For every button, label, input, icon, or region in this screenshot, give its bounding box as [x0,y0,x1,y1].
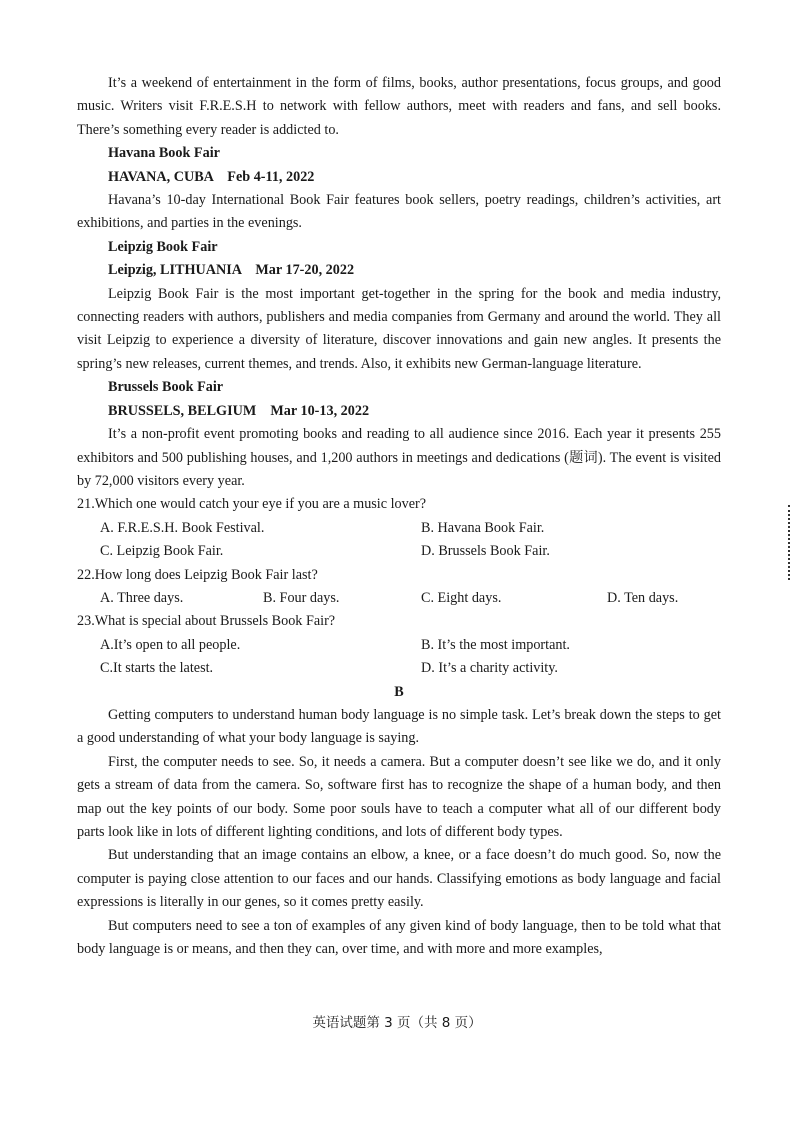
option-c: C. Leipzig Book Fair. [100,543,224,560]
option-a: A. F.R.E.S.H. Book Festival. [100,519,265,536]
fair-place-date: HAVANA, CUBA Feb 4-11, 2022 [108,168,315,185]
options-row [77,540,721,563]
binding-margin-mark [788,505,792,580]
option-a: A. Three days. [100,589,184,606]
passage-paragraph: But understanding that an image contains an elbow, a knee, or a face doesn’t do much good. So, now the computer is paying close attention to our faces and our hands. Classifying emotions as body language and facial expressions is literally in our genes, so it comes pretty easily. [77,847,721,911]
fair-description: Havana’s 10-day International Book Fair features book sellers, poetry readings, children’s activities, art exhibitions, and parties in the evenings. [77,192,721,232]
option-c: C. Eight days. [421,589,502,606]
exam-page [77,72,721,961]
options-row [77,587,721,610]
fair-description: Leipzig Book Fair is the most important get-together in the spring for the book and media industry, connecting readers with authors, publishers and media companies from Germany and around the world. They all visit Leipzig to experience a diversity of literature, discover innovations and gain new angles. It presents the spring’s new releases, current themes, and trends. Also, it exhibits new German-language literature. [77,285,721,372]
question-stem: 21.Which one would catch your eye if you are a music lover? [77,496,427,513]
option-b: B. It’s the most important. [421,636,570,653]
fair-brussels [77,376,721,493]
fair-place-date: BRUSSELS, BELGIUM Mar 10-13, 2022 [108,402,370,419]
question-stem: 22.How long does Leipzig Book Fair last? [77,566,318,583]
fair-name: Brussels Book Fair [108,379,224,396]
fair-havana [77,142,721,236]
fair-name: Havana Book Fair [108,145,220,162]
section-b-label: B [394,683,404,700]
fair-description: It’s a non-profit event promoting books and reading to all audience since 2016. Each year it presents 255 exhibitors and 500 publishing houses, and 1,200 authors in meetings and dedications (题词). The event is visited by 72,000 visitors every year. [77,426,721,489]
option-d: D. Brussels Book Fair. [421,543,550,560]
option-a: A.It’s open to all people. [100,636,241,653]
fair-place-date: Leipzig, LITHUANIA Mar 17-20, 2022 [108,262,355,279]
passage-paragraph: Getting computers to understand human body language is no simple task. Let’s break down the steps to get a good understanding of what your body language is saying. [77,706,721,747]
options-row [77,657,721,680]
option-d: D. It’s a charity activity. [421,660,558,677]
question-23 [77,610,721,680]
passage-paragraph: First, the computer needs to see. So, it needs a camera. But a computer doesn’t see like we do, and it only gets a stream of data from the camera. So, software first has to recognize the shape of a human body, and then map out the key points of our body. Some poor souls have to teach a computer what all of our different body parts look like in lots of different lighting conditions, and lots of different body types. [77,753,721,840]
fair-name: Leipzig Book Fair [108,238,218,255]
question-stem: 23.What is special about Brussels Book Fair? [77,613,336,630]
option-c: C.It starts the latest. [100,660,214,677]
intro-paragraph: It’s a weekend of entertainment in the form of films, books, author presentations, focus groups, and good music. Writers visit F.R.E.S.H to network with fellow authors, meet with readers and fans, and sell books. There’s something every reader is addicted to. [77,75,721,138]
option-b: B. Four days. [263,589,340,606]
option-d: D. Ten days. [607,589,679,606]
question-22 [77,564,721,611]
option-b: B. Havana Book Fair. [421,519,545,536]
fair-leipzig [77,236,721,376]
options-row [77,517,721,540]
question-21 [77,493,721,563]
page-footer: 英语试题第 3 页（共 8 页） [312,1015,482,1031]
options-row [77,634,721,657]
passage-paragraph: But computers need to see a ton of examples of any given kind of body language, then to be told what that body language is or means, and then they can, over time, and with more and more examples, [77,917,721,958]
